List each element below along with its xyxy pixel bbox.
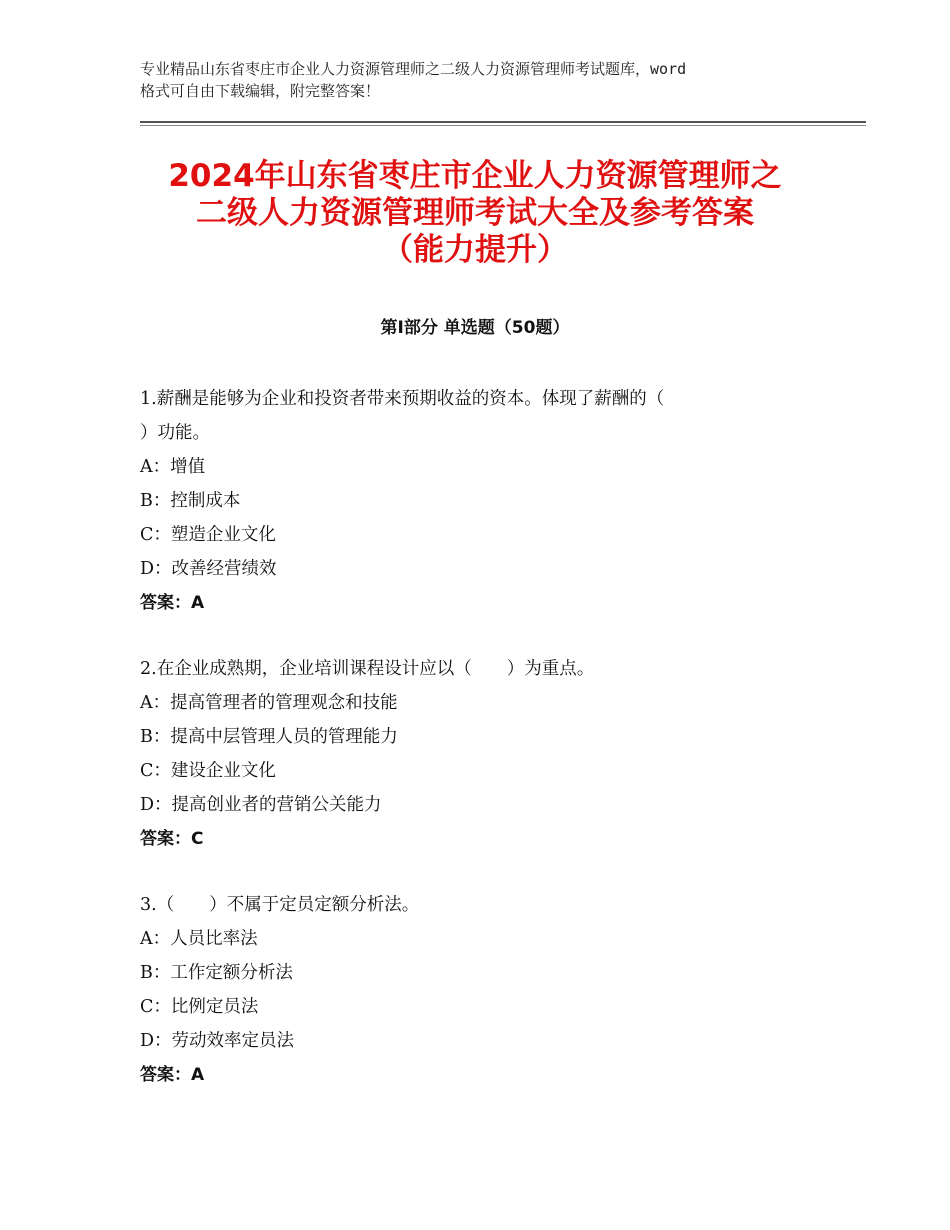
option-b: B：控制成本 (140, 491, 241, 511)
option-a: A：人员比率法 (140, 929, 258, 949)
answer-line: 答案：A (140, 593, 205, 613)
header-note-line-2: 格式可自由下载编辑，附完整答案！ (140, 82, 381, 100)
question-stem-line-2: ）功能。 (140, 423, 210, 443)
header-note (140, 58, 830, 102)
option-d: D：提高创业者的营销公关能力 (140, 795, 382, 815)
option-b: B：提高中层管理人员的管理能力 (140, 727, 398, 747)
option-d: D：改善经营绩效 (140, 559, 277, 579)
question-stem-line-1: 3.（ ）不属于定员定额分析法。 (140, 895, 420, 915)
answer-line: 答案：C (140, 829, 204, 849)
option-a: A：提高管理者的管理观念和技能 (140, 693, 398, 713)
question-1 (140, 382, 820, 620)
title-line-2: 二级人力资源管理师考试大全及参考答案 (196, 195, 754, 231)
option-a: A：增值 (140, 457, 206, 477)
document-title (140, 158, 810, 269)
answer-line: 答案：A (140, 1065, 205, 1085)
title-line-3: （能力提升） (382, 232, 568, 268)
question-2 (140, 652, 820, 856)
header-divider-thick (140, 121, 866, 123)
option-c: C：塑造企业文化 (140, 525, 276, 545)
option-c: C：比例定员法 (140, 997, 259, 1017)
header-divider-thin (140, 125, 866, 126)
option-d: D：劳动效率定员法 (140, 1031, 295, 1051)
question-stem-line-1: 1.薪酬是能够为企业和投资者带来预期收益的资本。体现了薪酬的（ (140, 389, 665, 409)
question-list (140, 382, 820, 1124)
header-note-line-1: 专业精品山东省枣庄市企业人力资源管理师之二级人力资源管理师考试题库，word (140, 60, 687, 78)
section-heading: 第Ⅰ部分 单选题（50题） (380, 318, 570, 338)
option-c: C：建设企业文化 (140, 761, 276, 781)
title-line-1: 2024年山东省枣庄市企业人力资源管理师之 (168, 158, 782, 194)
question-3 (140, 888, 820, 1092)
question-stem-line-1: 2.在企业成熟期，企业培训课程设计应以（ ）为重点。 (140, 659, 595, 679)
option-b: B：工作定额分析法 (140, 963, 293, 983)
